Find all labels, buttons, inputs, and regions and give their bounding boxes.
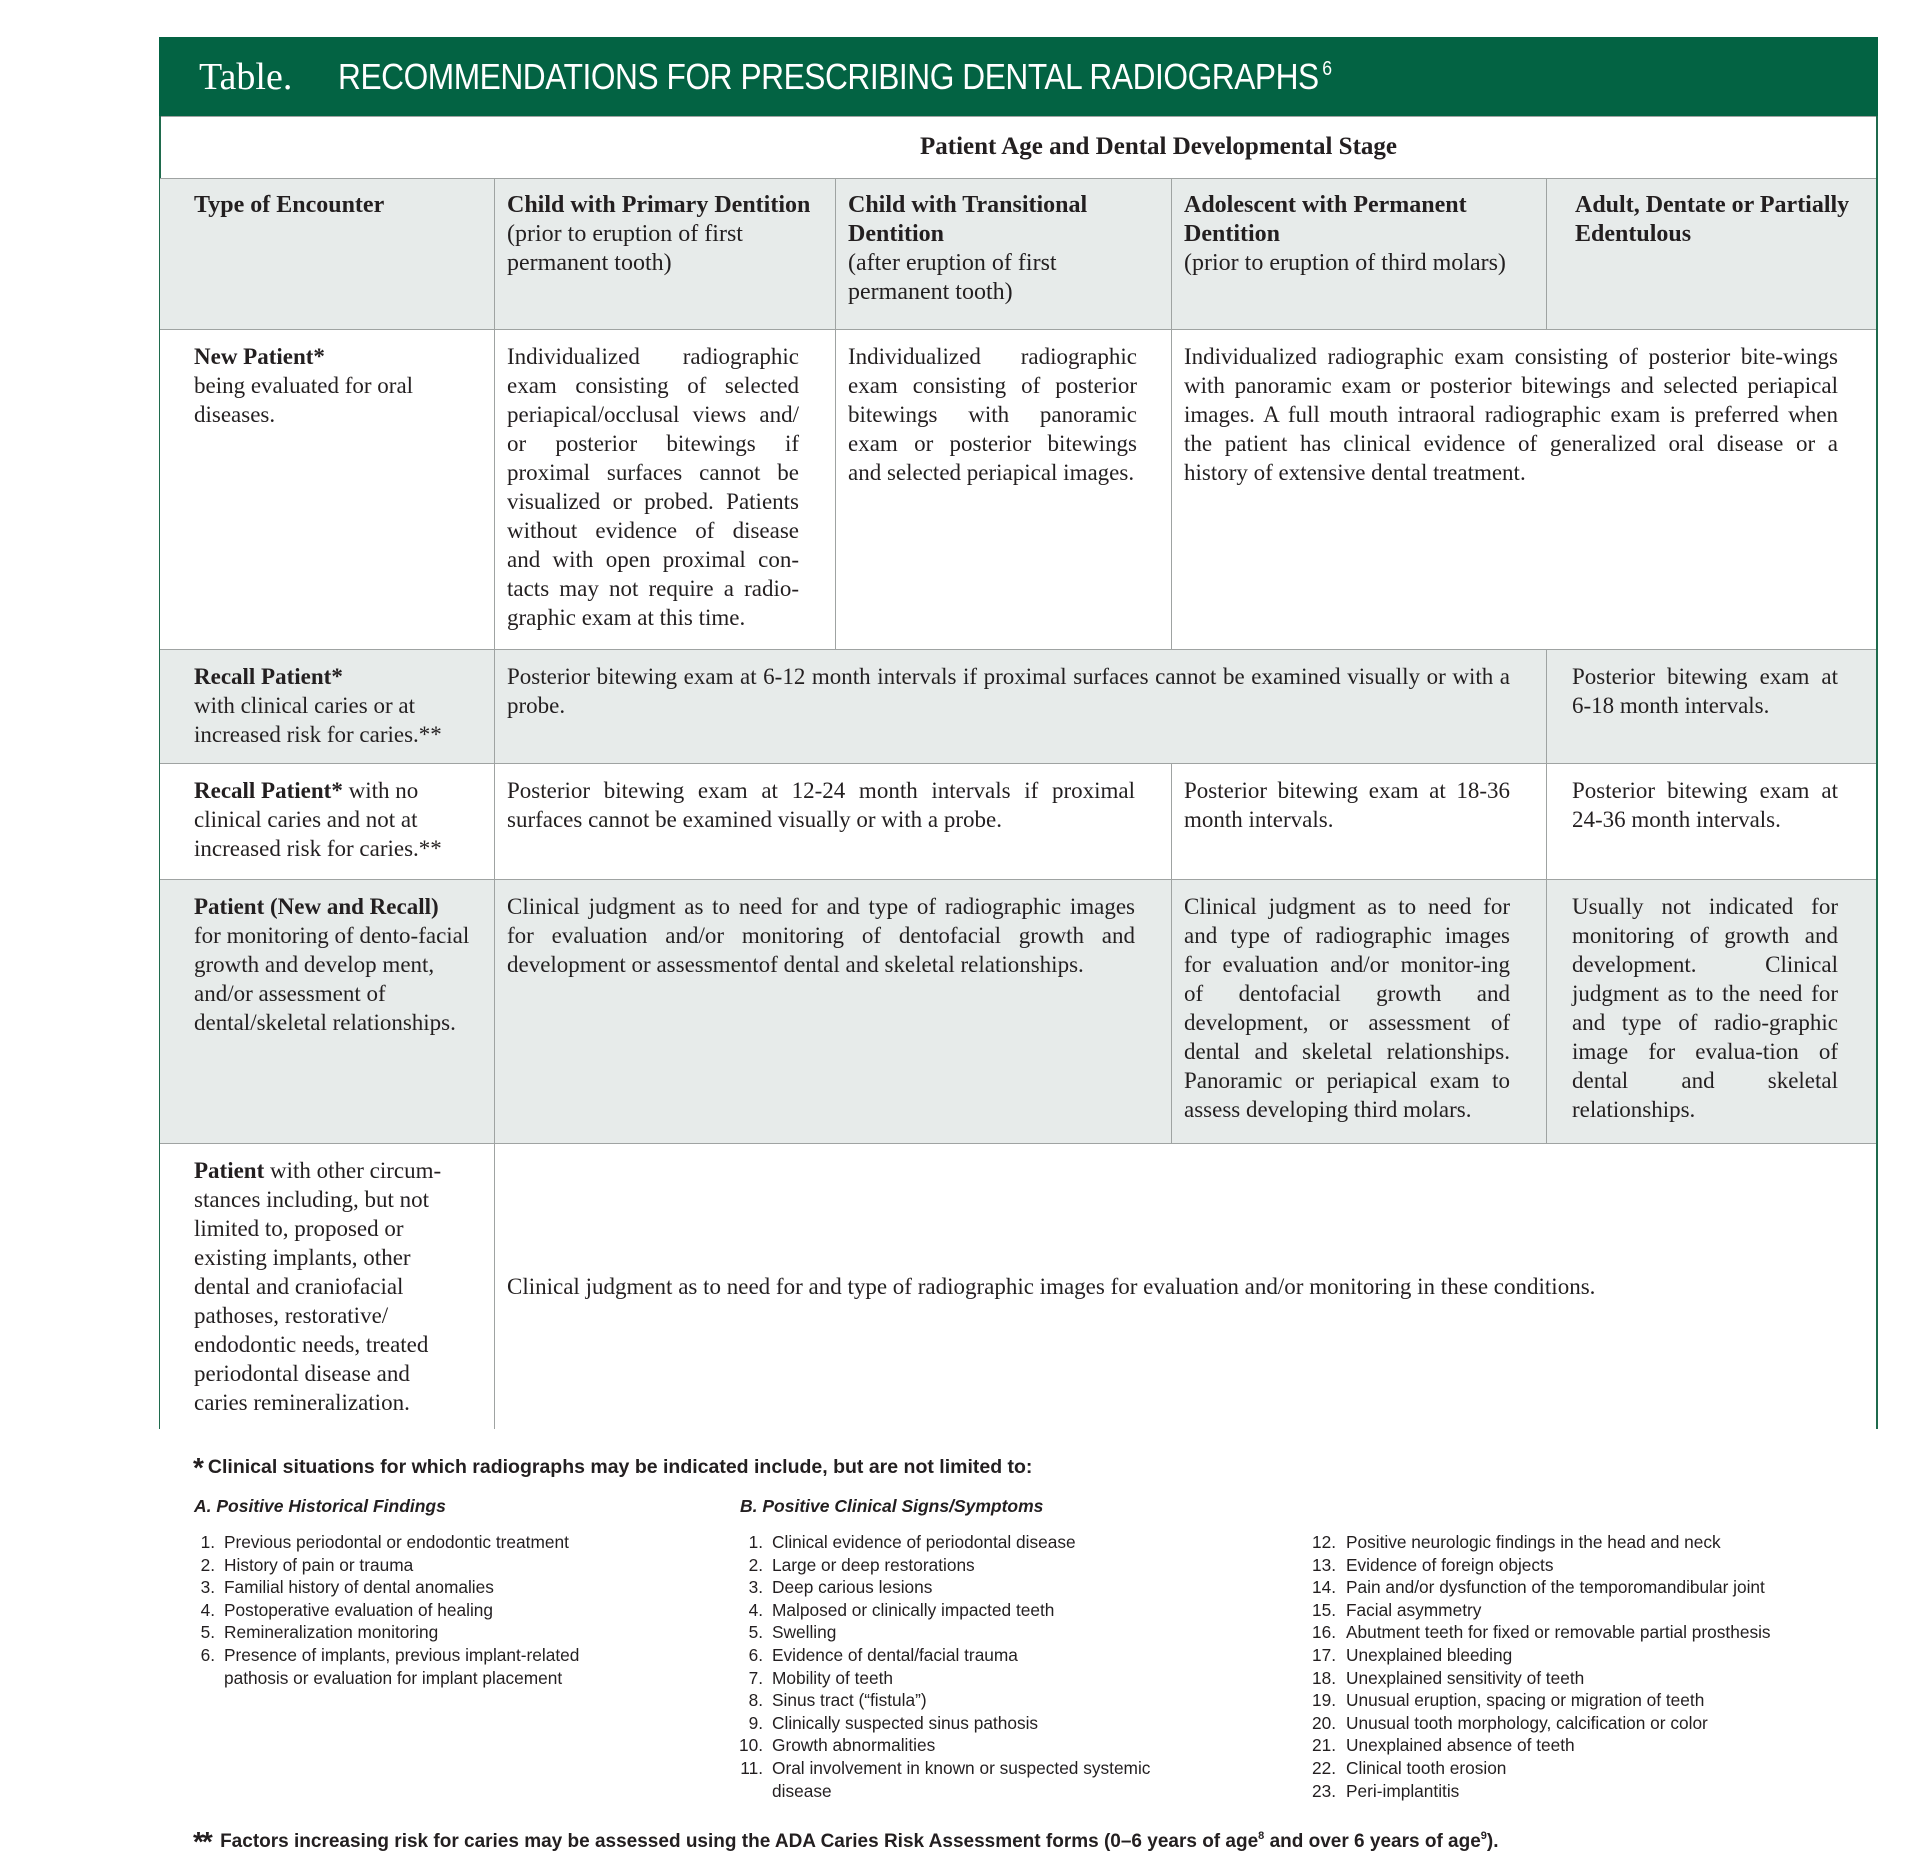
- column-subtitle: (prior to eruption of third molars): [1184, 250, 1506, 276]
- table-label: Table.: [199, 55, 293, 98]
- asterisk-icon: *: [193, 1452, 204, 1483]
- list-item: 4. Postoperative evaluation of healing: [200, 1599, 494, 1620]
- list-item: 6. Evidence of dental/facial trauma: [748, 1644, 1018, 1665]
- encounter-bold: Recall Patient*: [194, 664, 343, 689]
- list-item: 4. Malposed or clinically impacted teeth: [748, 1599, 1055, 1620]
- footnote-star-title: [193, 1452, 1032, 1484]
- list-item: 20. Unusual tooth morphology, calcification or color: [1311, 1712, 1708, 1733]
- encounter-text: with other circum-stances including, but not limited to, proposed or existing implants, other dental and craniofacial pathoses, restorative/ endodontic needs, treated periodontal disease and caries remineralization.: [194, 1158, 442, 1415]
- row-recall-caries-encounter: [160, 649, 495, 763]
- column-title: Adult, Dentate or Partially Edentulous: [1575, 192, 1850, 247]
- column-header-transitional: [835, 178, 1171, 329]
- list-item: 21. Unexplained absence of teeth: [1311, 1735, 1575, 1756]
- list-item: 22. Clinical tooth erosion: [1311, 1757, 1507, 1778]
- list-item: 18. Unexplained sensitivity of teeth: [1311, 1667, 1585, 1688]
- list-item: 8. Sinus tract (“fistula”): [748, 1690, 927, 1711]
- section-b-list-col2: [1306, 1531, 1771, 1802]
- row-growth-adult: [1546, 879, 1876, 1143]
- row-new-patient-primary: [494, 329, 835, 649]
- section-a-heading: A. Positive Historical Findings: [194, 1496, 446, 1516]
- row-other-encounter: [160, 1143, 495, 1429]
- list-item: 5. Swelling: [748, 1622, 837, 1643]
- row-recall-no-caries-adult: [1546, 763, 1876, 879]
- list-item: 14. Pain and/or dysfunction of the temporomandibular joint: [1311, 1577, 1765, 1598]
- group-header-text: Patient Age and Dental Developmental Stage: [919, 133, 1398, 160]
- footnote-text-part: ).: [1486, 1831, 1499, 1852]
- double-asterisk-icon: **: [193, 1826, 211, 1857]
- row-recall-no-caries-child: [494, 763, 1171, 879]
- column-header-adolescent: [1171, 178, 1546, 329]
- cell-text: Clinical judgment as to need for and type of radiographic images for evaluation and/or monitoring in these conditions.: [507, 1274, 1596, 1299]
- list-item: 12. Positive neurologic findings in the head and neck: [1311, 1532, 1721, 1552]
- footnote-text-part: Factors increasing risk for caries may be assessed using the ADA Caries Risk Assessment forms (0–6 years of age: [220, 1831, 1259, 1852]
- list-item: 1. Previous periodontal or endodontic treatment: [200, 1532, 569, 1552]
- row-growth-child: [494, 879, 1171, 1143]
- radiograph-recommendations-table: [159, 37, 1878, 1429]
- cell-text: Individualized radiographic exam consisting of posterior bitewings with panoramic exam or posterior bitewings and selected periapical images.: [848, 344, 1137, 485]
- cell-text: Clinical judgment as to need for and type of radiographic images for evaluation and/or monitor-ing of dentofacial growth and development, or assessment of dental and skeletal relationships. Panoramic or periapical exam to assess developing third molars.: [1184, 894, 1510, 1122]
- cell-text: Posterior bitewing exam at 6-12 month intervals if proximal surfaces cannot be examined visually or with a probe.: [507, 664, 1510, 718]
- list-item: 9. Clinically suspected sinus pathosis: [748, 1712, 1039, 1733]
- list-item: 13. Evidence of foreign objects: [1311, 1554, 1554, 1575]
- list-item: 5. Remineralization monitoring: [200, 1622, 439, 1643]
- row-growth-adolescent: [1171, 879, 1546, 1143]
- list-item: 2. History of pain or trauma: [200, 1554, 414, 1575]
- column-title: Type of Encounter: [194, 192, 385, 218]
- column-header-adult: [1546, 178, 1876, 329]
- list-item: 1. Clinical evidence of periodontal disease: [748, 1532, 1076, 1552]
- column-header-encounter: [160, 178, 495, 329]
- cell-text: Posterior bitewing exam at 12-24 month intervals if proximal surfaces cannot be examined visually or with a probe.: [507, 778, 1135, 832]
- list-item: 23. Peri-implantitis: [1311, 1780, 1460, 1801]
- list-item: 3. Deep carious lesions: [748, 1577, 933, 1598]
- cell-text: Individualized radiographic exam consisting of selected periapical/occlusal views and/ or posterior bitewings if proximal surfaces cannot be visualized or probed. Patients without evidence of disease and with open proximal con-tacts may not require a radio-graphic exam at this time.: [507, 344, 799, 630]
- row-new-patient-encounter: [160, 329, 495, 649]
- table-title-bar: [159, 37, 1878, 116]
- cell-text: Usually not indicated for monitoring of growth and development. Clinical judgment as to the need for and type of radio-graphic image for evalua-tion of dental and skeletal relationships.: [1572, 894, 1838, 1122]
- list-item: 3. Familial history of dental anomalies: [200, 1577, 494, 1598]
- row-recall-no-caries-adolescent: [1171, 763, 1546, 879]
- column-header-primary: [494, 178, 835, 329]
- section-b-list-col1: [737, 1531, 1212, 1802]
- footnote-double-star: [193, 1826, 1499, 1858]
- section-b-heading: B. Positive Clinical Signs/Symptoms: [740, 1496, 1044, 1516]
- list-item: 15. Facial asymmetry: [1311, 1599, 1482, 1620]
- encounter-text: for monitoring of dento-facial growth and develop ment, and/or assessment of dental/skeletal relationships.: [194, 923, 470, 1035]
- footnote-text-part: and over 6 years of age: [1264, 1831, 1481, 1852]
- list-item: 16. Abutment teeth for fixed or removable partial prosthesis: [1311, 1622, 1771, 1643]
- row-new-patient-adolescent-adult: [1171, 329, 1876, 649]
- reference-superscript: 9: [1480, 1830, 1487, 1842]
- list-item: 19. Unusual eruption, spacing or migration of teeth: [1311, 1690, 1705, 1711]
- encounter-bold: Patient: [194, 1158, 265, 1183]
- row-recall-no-caries-encounter: [160, 763, 495, 879]
- list-item: 2. Large or deep restorations: [748, 1554, 975, 1575]
- column-subtitle: (prior to eruption of first permanent tooth): [507, 221, 743, 276]
- column-subtitle: (after eruption of first permanent tooth): [848, 250, 1057, 305]
- list-item: 11. Oral involvement in known or suspected systemic disease: [740, 1757, 1151, 1801]
- cell-text: Individualized radiographic exam consisting of posterior bite-wings with panoramic exam or posterior bitewings and selected periapical images. A full mouth intraoral radiographic exam is preferred when the patient has clinical evidence of generalized oral disease or a history of extensive dental treatment.: [1184, 344, 1838, 485]
- row-recall-caries-child-adolescent: [494, 649, 1546, 763]
- title-reference: 6: [1322, 57, 1332, 80]
- row-new-patient-transitional: [835, 329, 1171, 649]
- row-recall-caries-adult: [1546, 649, 1876, 763]
- cell-text: Clinical judgment as to need for and type of radiographic images for evaluation and/or monitoring of dentofacial growth and development or assessmentof dental and skeletal relationships.: [507, 894, 1135, 977]
- list-item: 10. Growth abnormalities: [738, 1735, 936, 1756]
- footnote-star-text: Clinical situations for which radiographs may be indicated include, but are not limited to:: [207, 1456, 1033, 1478]
- cell-text: Posterior bitewing exam at 24-36 month intervals.: [1572, 778, 1838, 832]
- column-title: Child with Primary Dentition: [507, 192, 811, 218]
- row-growth-encounter: [160, 879, 495, 1143]
- group-header: [161, 116, 1876, 178]
- list-item: 6. Presence of implants, previous implant-related pathosis or evaluation for implant placement: [200, 1644, 580, 1688]
- list-item: 7. Mobility of teeth: [748, 1667, 894, 1688]
- encounter-text: being evaluated for oral diseases.: [194, 373, 414, 427]
- table-title: [338, 56, 1332, 98]
- table-title-text: RECOMMENDATIONS FOR PRESCRIBING DENTAL RADIOGRAPHS: [338, 55, 1320, 97]
- encounter-bold: Recall Patient*: [194, 778, 343, 803]
- section-a-list: [198, 1531, 624, 1689]
- encounter-bold: Patient (New and Recall): [194, 894, 439, 919]
- cell-text: Posterior bitewing exam at 18-36 month intervals.: [1184, 778, 1510, 832]
- list-item: 17. Unexplained bleeding: [1311, 1644, 1513, 1665]
- reference-superscript: 8: [1258, 1830, 1265, 1842]
- column-title: Child with Transitional Dentition: [848, 192, 1088, 247]
- cell-text: Posterior bitewing exam at 6-18 month intervals.: [1572, 664, 1838, 718]
- encounter-text: with no clinical caries and not at increased risk for caries.**: [194, 778, 442, 861]
- row-other-all-stages: [494, 1143, 1876, 1429]
- encounter-bold: New Patient*: [194, 344, 325, 369]
- column-title: Adolescent with Permanent Dentition: [1184, 192, 1467, 247]
- encounter-text: with clinical caries or at increased risk for caries.**: [194, 693, 442, 747]
